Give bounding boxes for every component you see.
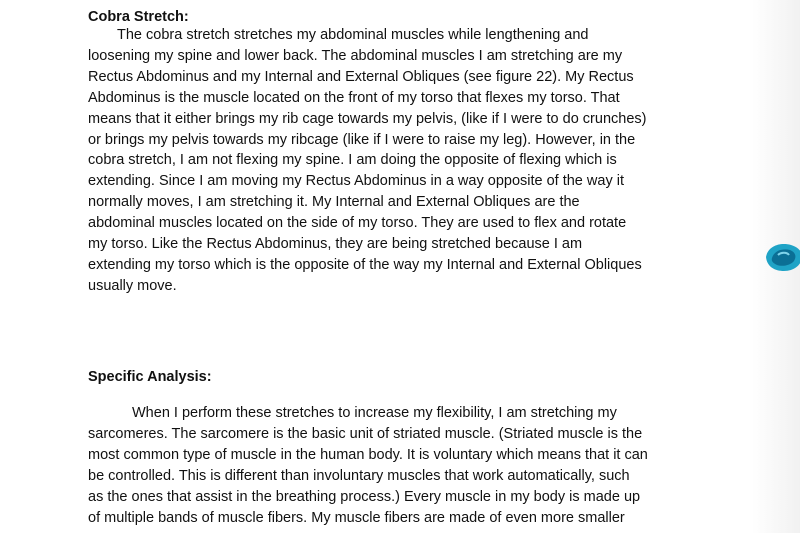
section-heading-cobra-stretch: Cobra Stretch: xyxy=(88,9,189,25)
text-line: When I perform these stretches to increase my flexibility, I am stretching my xyxy=(132,405,617,421)
text-line: The cobra stretch stretches my abdominal muscles while lengthening and xyxy=(117,27,589,43)
text-line: Abdominus is the muscle located on the front of my torso that flexes my torso. That xyxy=(88,89,620,106)
text-line: my torso. Like the Rectus Abdominus, they are being stretched because I am xyxy=(88,236,583,253)
paragraph-cobra-stretch xyxy=(88,25,728,297)
text-line: extending. Since I am moving my Rectus Abdominus in a way opposite of the way it xyxy=(88,173,624,190)
text-line: be controlled. This is different than involuntary muscles that work automatically, such xyxy=(88,467,630,484)
text-line: usually move. xyxy=(88,277,177,294)
text-line: cobra stretch, I am not flexing my spine. I am doing the opposite of flexing which is xyxy=(88,152,617,169)
text-line: sarcomeres. The sarcomere is the basic unit of striated muscle. (Striated muscle is the xyxy=(88,425,643,442)
text-line: abdominal muscles located on the side of my torso. They are used to flex and rotate xyxy=(88,215,627,232)
section-heading-specific-analysis: Specific Analysis: xyxy=(88,369,212,385)
text-line: Rectus Abdominus and my Internal and External Obliques (see figure 22). My Rectus xyxy=(88,68,634,85)
text-line: or brings my pelvis towards my ribcage (like if I were to raise my leg). However, in the xyxy=(88,131,636,148)
text-line: loosening my spine and lower back. The abdominal muscles I am stretching are my xyxy=(88,47,623,64)
text-line: normally moves, I am stretching it. My Internal and External Obliques are the xyxy=(88,194,580,211)
paragraph-specific-analysis xyxy=(88,403,728,528)
text-line: as the ones that assist in the breathing process.) Every muscle in my body is made up xyxy=(88,488,641,505)
text-line: extending my torso which is the opposite of the way my Internal and External Obliques xyxy=(88,256,642,273)
paint-smudge-icon xyxy=(764,240,800,274)
text-line: most common type of muscle in the human body. It is voluntary which means that it can xyxy=(88,446,648,463)
text-line: means that it either brings my rib cage towards my pelvis, (like if I were to do crunches) xyxy=(88,110,647,127)
text-line: of multiple bands of muscle fibers. My muscle fibers are made of even more smaller xyxy=(88,509,625,526)
